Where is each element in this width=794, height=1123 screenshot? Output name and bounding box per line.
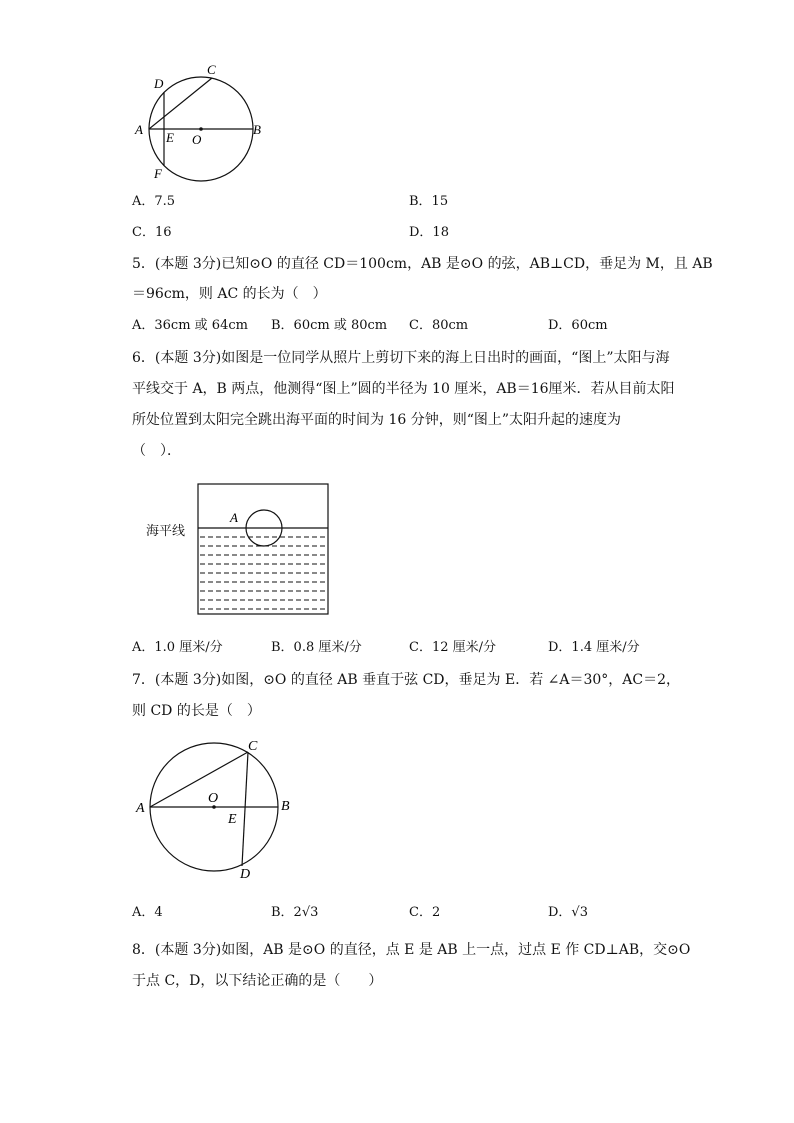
fig7-label-E: E (228, 812, 237, 827)
q7-option-b: B．2√3 (271, 905, 319, 920)
q5-stem-line1: 5．(本题 3分)已知⊙O 的直径 CD＝100cm，AB 是⊙O 的弦，AB⊥CD，垂足为 M，且 AB (132, 256, 713, 272)
q8-stem-line1: 8．(本题 3分)如图，AB 是⊙O 的直径，点 E 是 AB 上一点，过点 E 作 CD⊥AB，交⊙O (132, 942, 691, 958)
fig4-label-C: C (207, 62, 216, 77)
figure-q7-circle (134, 736, 304, 886)
sea-level-label: 海平线 (146, 524, 186, 539)
q6-stem-line1: 6．(本题 3分)如图是一位同学从照片上剪切下来的海上日出时的画面，“图上”太阳与海 (132, 350, 670, 366)
fig7-label-D: D (240, 867, 251, 882)
q7-stem-line2: 则 CD 的长是（ ） (132, 703, 261, 719)
q7-option-a: A．4 (132, 905, 163, 920)
q7-option-d: D．√3 (548, 905, 588, 920)
q6-option-a: A．1.0 厘米/分 (132, 640, 223, 655)
fig7-label-O: O (208, 791, 219, 806)
q7-option-c: C．2 (409, 905, 441, 920)
q6-option-b: B．0.8 厘米/分 (271, 640, 362, 655)
q6-stem-line3: 所处位置到太阳完全跳出海平面的时间为 16 分钟，则“图上”太阳升起的速度为 (132, 412, 622, 428)
q5-option-c: C．80cm (409, 318, 469, 333)
fig6-label-A: A (230, 510, 238, 525)
q4-option-a: A．7.5 (132, 194, 176, 209)
fig4-label-F: F (154, 166, 162, 181)
q4-option-c: C．16 (132, 225, 172, 240)
fig4-label-D: D (154, 76, 164, 91)
q6-option-d: D．1.4 厘米/分 (548, 640, 640, 655)
q4-option-b: B．15 (409, 194, 449, 209)
q6-option-c: C．12 厘米/分 (409, 640, 497, 655)
q5-option-a: A．36cm 或 64cm (132, 318, 248, 333)
fig4-label-A: A (135, 122, 143, 137)
fig4-label-E: E (166, 130, 174, 145)
q4-option-d: D．18 (409, 225, 449, 240)
fig7-label-C: C (248, 739, 258, 754)
q6-stem-line2: 平线交于 A，B 两点，他测得“图上”圆的半径为 10 厘米，AB＝16厘米．若从目前太阳 (132, 381, 675, 397)
fig7-label-A: A (136, 801, 145, 816)
fig7-label-B: B (281, 799, 290, 814)
q8-stem-line2: 于点 C，D，以下结论正确的是（ ） (132, 973, 383, 989)
fig4-label-B: B (253, 122, 261, 137)
q6-stem-line4: （ ）． (132, 443, 181, 459)
q5-stem-line2: ＝96cm，则 AC 的长为（ ） (132, 286, 327, 302)
q5-option-b: B．60cm 或 80cm (271, 318, 388, 333)
figure-q4-circle (130, 58, 280, 188)
q5-option-d: D．60cm (548, 318, 608, 333)
figure-q6-sunrise (196, 482, 330, 616)
q7-stem-line1: 7．(本题 3分)如图，⊙O 的直径 AB 垂直于弦 CD，垂足为 E．若 ∠A＝30°，AC＝2， (132, 672, 681, 688)
fig4-label-O: O (192, 132, 202, 147)
